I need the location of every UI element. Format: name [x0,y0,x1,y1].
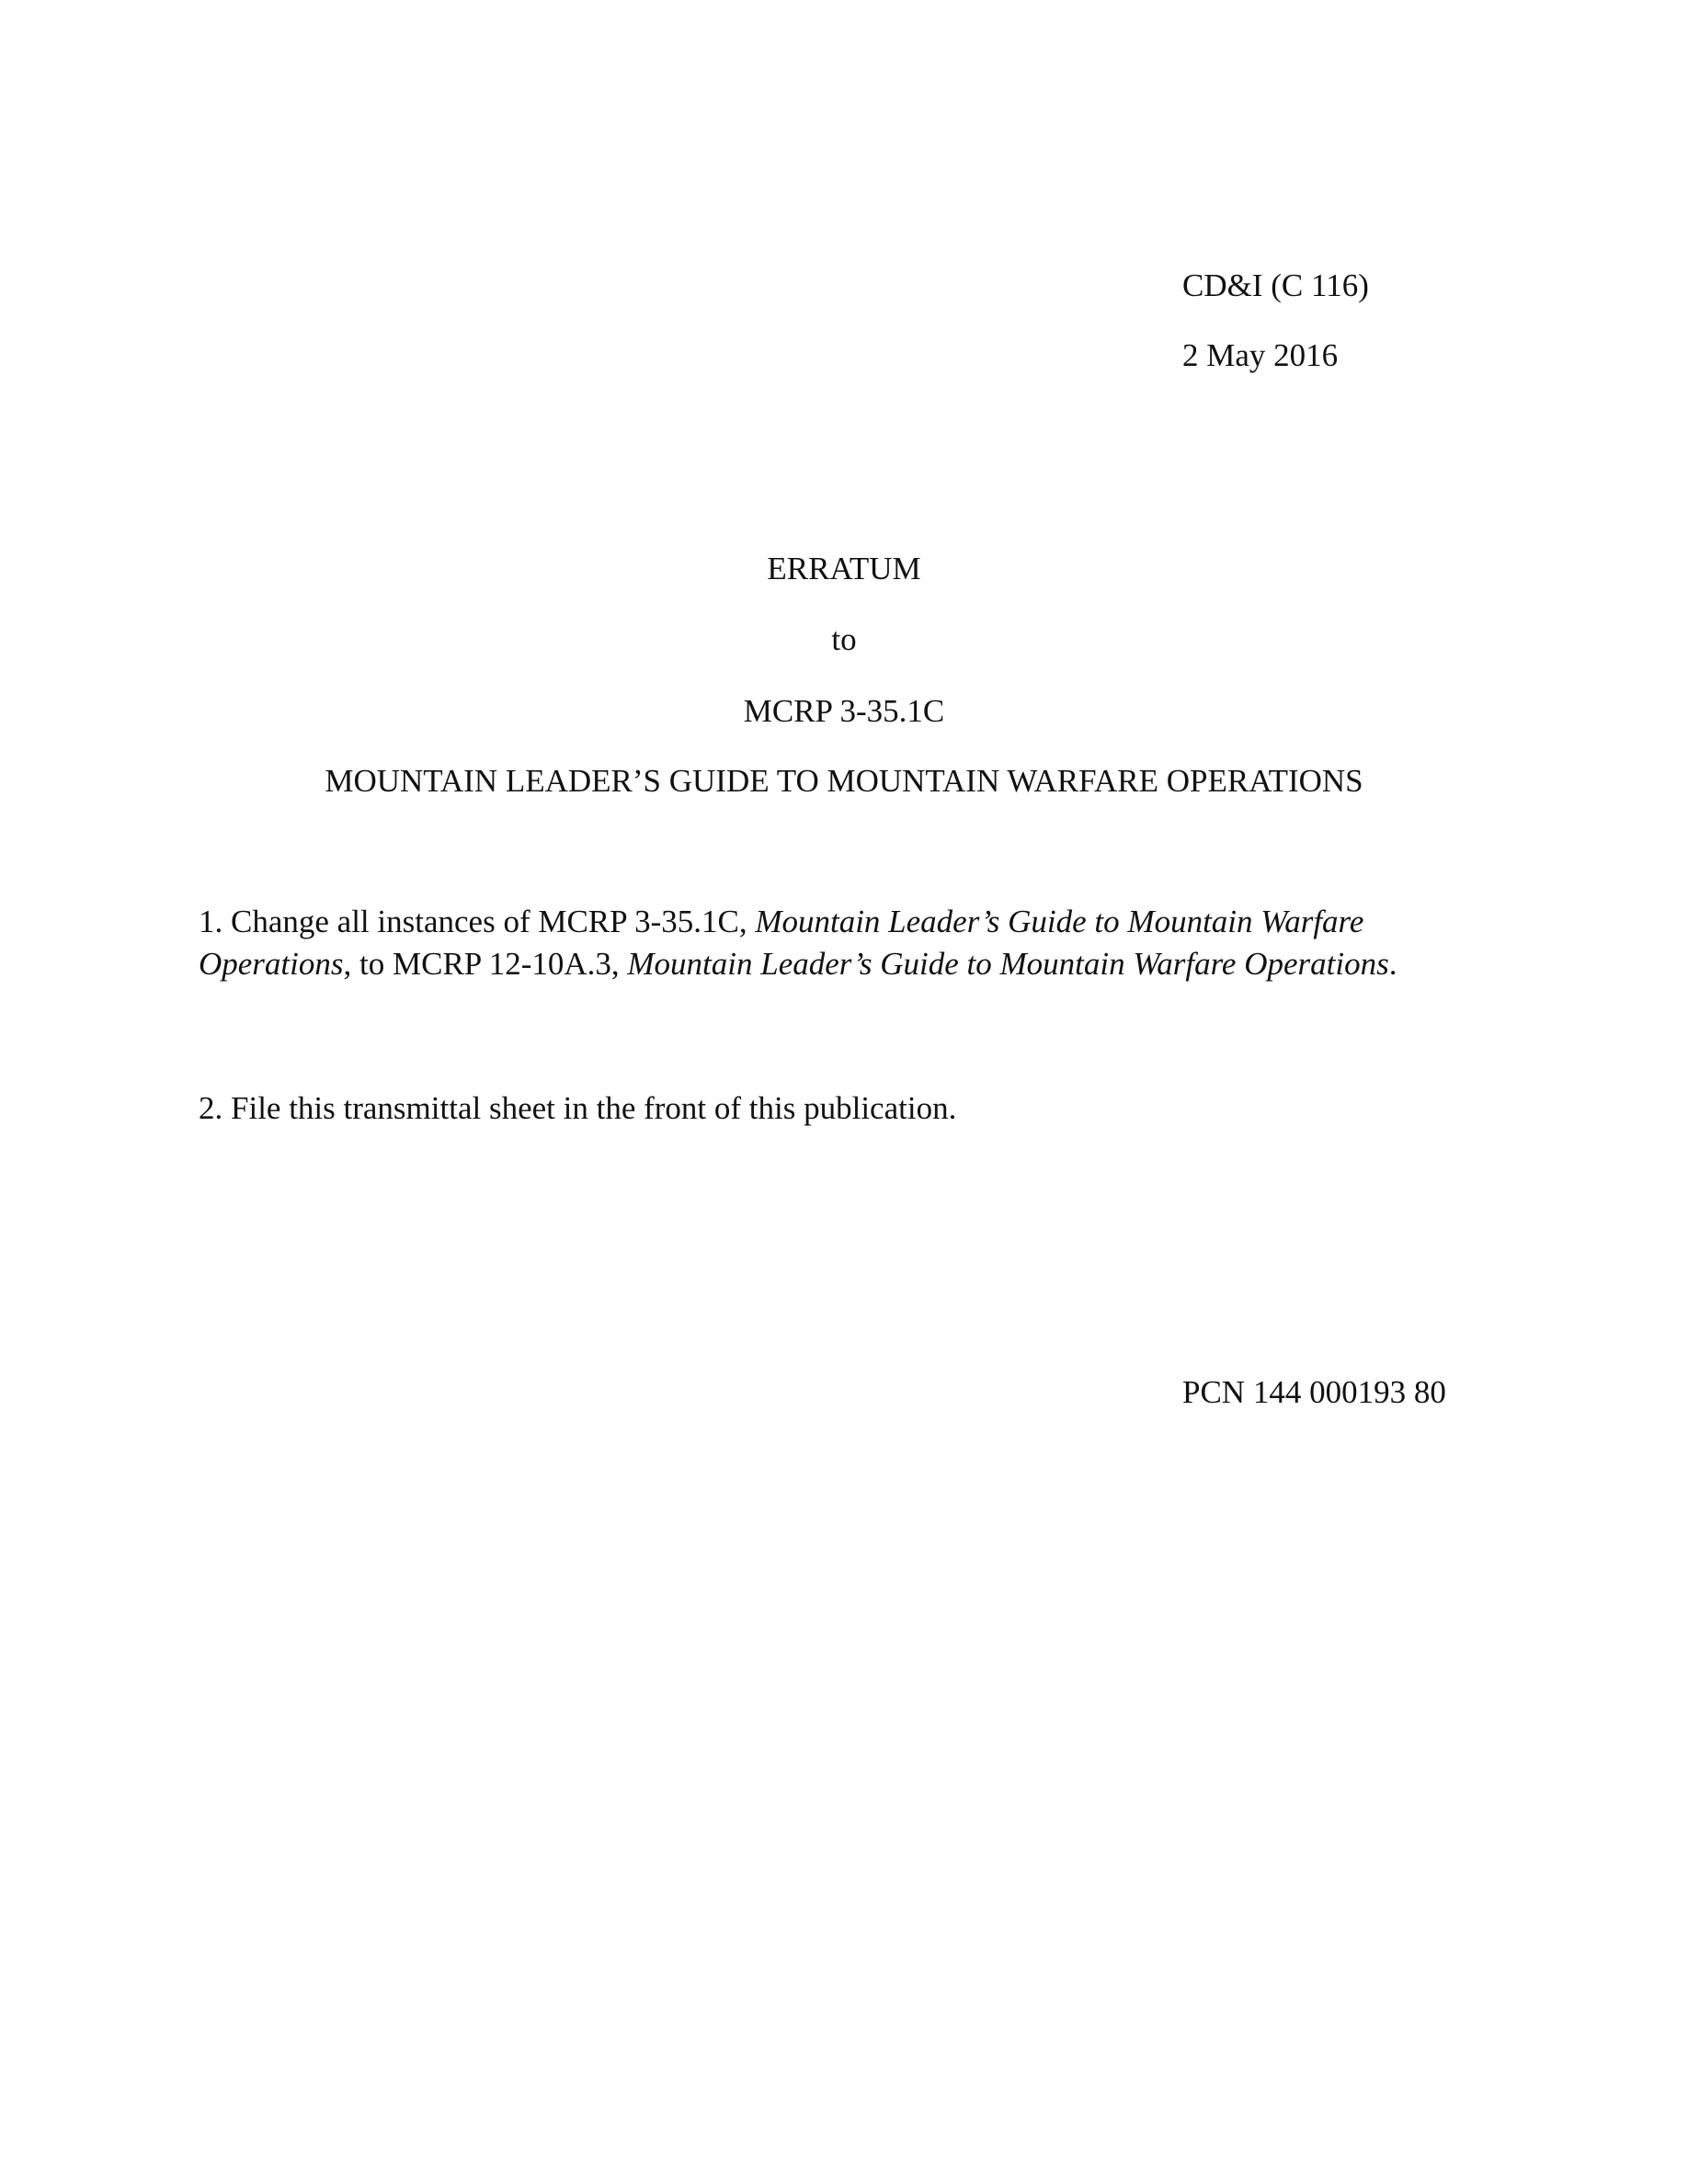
document-date: 2 May 2016 [1182,337,1339,373]
item-1-number: 1. [199,904,223,939]
instruction-item-1 [199,901,1397,985]
pcn-number: PCN 144 000193 80 [1182,1374,1446,1410]
title-to: to [831,621,857,657]
item-1-text-c: . [1388,946,1397,982]
item-1-new-title: Mountain Leader’s Guide to Mountain Warfare Operations [627,946,1389,982]
item-1-old-title-a: Mountain Leader’s Guide to Mountain Warfare [755,904,1364,939]
title-erratum: ERRATUM [767,551,921,586]
item-1-old-title-b: Operations [199,946,344,982]
office-code: CD&I (C 116) [1182,267,1369,303]
item-1-text-b: , to MCRP 12-10A.3, [343,946,628,982]
item-2-text: File this transmittal sheet in the front of this publication. [222,1090,957,1126]
title-publication-name: MOUNTAIN LEADER’S GUIDE TO MOUNTAIN WARFARE OPERATIONS [325,763,1363,799]
instruction-item-2 [199,1087,956,1130]
title-publication-number: MCRP 3-35.1C [743,693,945,729]
item-1-text-a: Change all instances of MCRP 3-35.1C, [222,904,756,939]
item-2-number: 2. [199,1090,223,1126]
